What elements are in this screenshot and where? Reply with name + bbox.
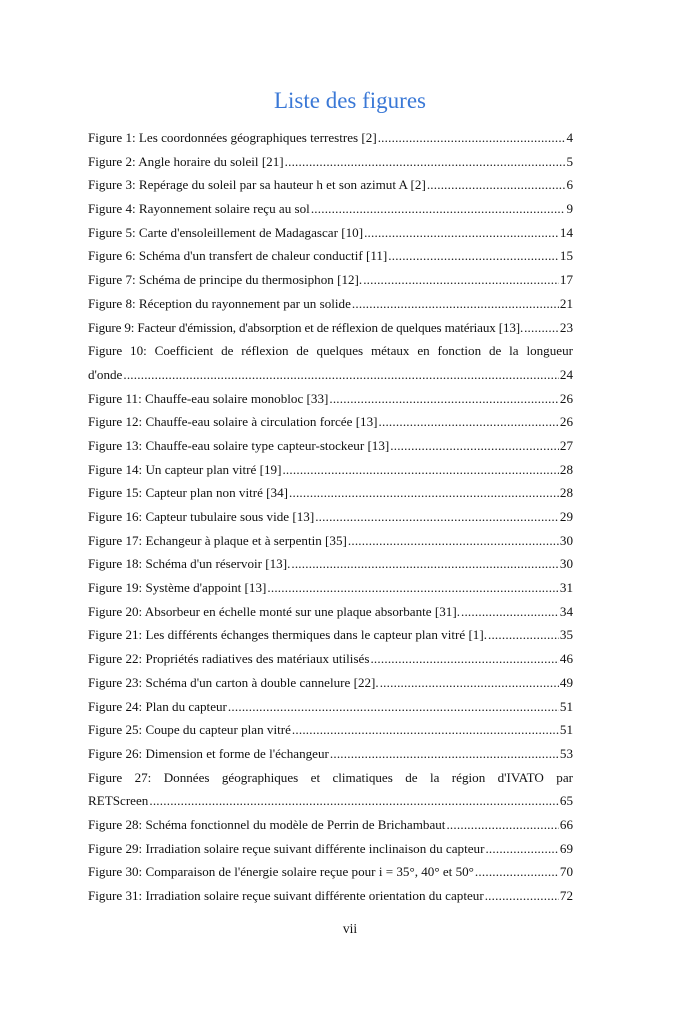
entry-page: 72	[559, 888, 573, 903]
entry-label: Figure 16: Capteur tubulaire sous vide [13]	[88, 509, 315, 524]
figure-list	[88, 126, 573, 908]
entry-page: 27	[559, 437, 573, 453]
entry-page: 65	[559, 793, 573, 809]
leader-dots	[485, 884, 559, 908]
leader-dots	[475, 860, 559, 884]
toc-entry[interactable]	[88, 458, 573, 482]
leader-dots	[282, 458, 558, 482]
entry-label: Figure 15: Capteur plan non vitré [34]	[88, 485, 288, 501]
leader-dots	[149, 789, 559, 813]
toc-entry[interactable]	[88, 789, 573, 813]
leader-dots	[380, 671, 559, 695]
leader-dots	[291, 552, 559, 576]
toc-entry[interactable]	[88, 481, 573, 505]
toc-entry[interactable]	[88, 126, 573, 150]
entry-label: Figure 25: Coupe du capteur plan vitré	[88, 722, 291, 738]
entry-page: 6	[566, 177, 573, 193]
entry-page: 53	[559, 745, 573, 761]
entry-page: 34	[559, 603, 573, 619]
entry-label: Figure 9: Facteur d'émission, d'absorption et de réflexion de quelques matériaux [13].	[88, 319, 524, 335]
entry-label: Figure 24: Plan du capteur	[88, 698, 227, 714]
entry-page: 15	[559, 248, 573, 264]
toc-entry[interactable]	[88, 718, 573, 742]
toc-entry-line1[interactable]	[88, 339, 573, 363]
entry-label: Figure 18: Schéma d'un réservoir [13].	[88, 556, 291, 572]
page-number: vii	[342, 921, 358, 936]
leader-dots	[289, 481, 559, 505]
toc-entry[interactable]	[88, 837, 573, 861]
entry-label-line1: Figure 10: Coefficient de réflexion de quelques métaux en fonction de la longueur	[88, 343, 573, 359]
toc-entry[interactable]	[88, 552, 573, 576]
entry-page: 5	[566, 153, 573, 169]
leader-dots	[329, 387, 559, 411]
toc-entry[interactable]	[88, 387, 573, 411]
entry-label: Figure 13: Chauffe-eau solaire type capteur-stockeur [13]	[88, 437, 390, 453]
leader-dots	[370, 647, 558, 671]
toc-entry[interactable]	[88, 221, 573, 245]
leader-dots	[488, 623, 559, 647]
entry-label: Figure 8: Réception du rayonnement par un solide	[88, 295, 351, 311]
entry-label: Figure 30: Comparaison de l'énergie solaire reçue pour i = 35°, 40° et 50°	[88, 864, 474, 880]
toc-entry[interactable]	[88, 268, 573, 292]
entry-label: Figure 29: Irradiation solaire reçue suivant différente inclinaison du capteur	[88, 840, 485, 856]
leader-dots	[388, 244, 559, 268]
entry-label: Figure 21: Les différents échanges thermiques dans le capteur plan vitré [1].	[88, 627, 487, 643]
leader-dots	[524, 316, 559, 340]
leader-dots	[311, 197, 566, 221]
leader-dots	[485, 837, 558, 861]
entry-label: Figure 20: Absorbeur en échelle monté sur une plaque absorbante [31].	[88, 603, 460, 619]
page-title: Liste des figures	[273, 88, 426, 113]
entry-page: 30	[559, 556, 573, 572]
entry-label: Figure 4: Rayonnement solaire reçu au sol	[88, 201, 310, 217]
entry-label-line1: Figure 27: Données géographiques et climatiques de la région d'IVATO par	[88, 769, 573, 785]
entry-label: Figure 26: Dimension et forme de l'échangeur	[88, 745, 329, 761]
entry-label: Figure 31: Irradiation solaire reçue suivant différente orientation du capteur	[88, 888, 484, 903]
leader-dots	[315, 505, 559, 529]
entry-label: Figure 3: Repérage du soleil par sa hauteur h et son azimut A [2]	[88, 177, 426, 193]
entry-page: 49	[559, 674, 573, 690]
entry-label: Figure 19: Système d'appoint [13]	[88, 580, 267, 596]
toc-entry[interactable]	[88, 623, 573, 647]
entry-page: 51	[559, 698, 573, 714]
entry-page: 24	[559, 366, 573, 382]
leader-dots	[461, 600, 559, 624]
leader-dots	[446, 813, 558, 837]
toc-entry[interactable]	[88, 742, 573, 766]
entry-label: Figure 12: Chauffe-eau solaire à circulation forcée [13]	[88, 414, 378, 430]
toc-entry[interactable]	[88, 813, 573, 837]
leader-dots	[352, 292, 559, 316]
leader-dots	[390, 434, 559, 458]
entry-page: 17	[559, 272, 573, 288]
entry-label: Figure 28: Schéma fonctionnel du modèle de Perrin de Brichambaut	[88, 816, 446, 832]
entry-label: Figure 6: Schéma d'un transfert de chaleur conductif [11]	[88, 248, 388, 264]
toc-entry[interactable]	[88, 316, 573, 340]
entry-page: 28	[559, 485, 573, 501]
entry-page: 51	[559, 722, 573, 738]
toc-entry[interactable]	[88, 600, 573, 624]
leader-dots	[378, 126, 566, 150]
leader-dots	[379, 410, 559, 434]
leader-dots	[267, 576, 559, 600]
entry-label: Figure 2: Angle horaire du soleil [21]	[88, 153, 284, 169]
entry-label: Figure 22: Propriétés radiatives des matériaux utilisés	[88, 651, 370, 667]
entry-label: Figure 5: Carte d'ensoleillement de Madagascar [10]	[88, 224, 364, 240]
entry-page: 9	[566, 201, 573, 217]
leader-dots	[364, 221, 559, 245]
toc-entry[interactable]	[88, 150, 573, 174]
toc-entry[interactable]	[88, 671, 573, 695]
toc-entry[interactable]	[88, 173, 573, 197]
leader-dots	[292, 718, 559, 742]
leader-dots	[363, 268, 559, 292]
entry-page: 30	[559, 532, 573, 548]
entry-page: 69	[559, 840, 573, 856]
entry-page: 31	[559, 580, 573, 596]
leader-dots	[330, 742, 559, 766]
entry-page: 26	[559, 390, 573, 406]
entry-page: 4	[566, 130, 573, 145]
entry-page: 70	[559, 864, 573, 880]
toc-entry[interactable]	[88, 410, 573, 434]
toc-entry[interactable]	[88, 363, 573, 387]
toc-entry[interactable]	[88, 576, 573, 600]
toc-entry[interactable]	[88, 434, 573, 458]
toc-entry[interactable]	[88, 884, 573, 908]
entry-label: RETScreen	[88, 793, 149, 809]
entry-page: 14	[559, 224, 573, 240]
entry-page: 66	[559, 816, 573, 832]
leader-dots	[228, 695, 559, 719]
toc-entry[interactable]	[88, 695, 573, 719]
toc-entry[interactable]	[88, 647, 573, 671]
leader-dots	[285, 150, 566, 174]
entry-label: Figure 1: Les coordonnées géographiques terrestres [2]	[88, 130, 377, 145]
leader-dots	[427, 173, 566, 197]
entry-page: 26	[559, 414, 573, 430]
toc-entry[interactable]	[88, 244, 573, 268]
toc-entry[interactable]	[88, 529, 573, 553]
entry-page: 46	[559, 651, 573, 667]
entry-label: Figure 7: Schéma de principe du thermosiphon [12].	[88, 272, 363, 288]
toc-entry[interactable]	[88, 860, 573, 884]
leader-dots	[348, 529, 559, 553]
entry-page: 35	[559, 627, 573, 643]
entry-page: 29	[559, 509, 573, 524]
entry-page: 28	[559, 461, 573, 477]
entry-page: 21	[559, 295, 573, 311]
entry-label: Figure 14: Un capteur plan vitré [19]	[88, 461, 282, 477]
toc-entry-line1[interactable]	[88, 766, 573, 790]
toc-entry[interactable]	[88, 197, 573, 221]
entry-label: d'onde	[88, 366, 123, 382]
toc-entry[interactable]	[88, 292, 573, 316]
entry-label: Figure 23: Schéma d'un carton à double cannelure [22].	[88, 674, 379, 690]
toc-entry[interactable]	[88, 505, 573, 529]
leader-dots	[123, 363, 559, 387]
entry-page: 23	[559, 319, 573, 335]
entry-label: Figure 17: Echangeur à plaque et à serpentin [35]	[88, 532, 347, 548]
entry-label: Figure 11: Chauffe-eau solaire monobloc [33]	[88, 390, 329, 406]
